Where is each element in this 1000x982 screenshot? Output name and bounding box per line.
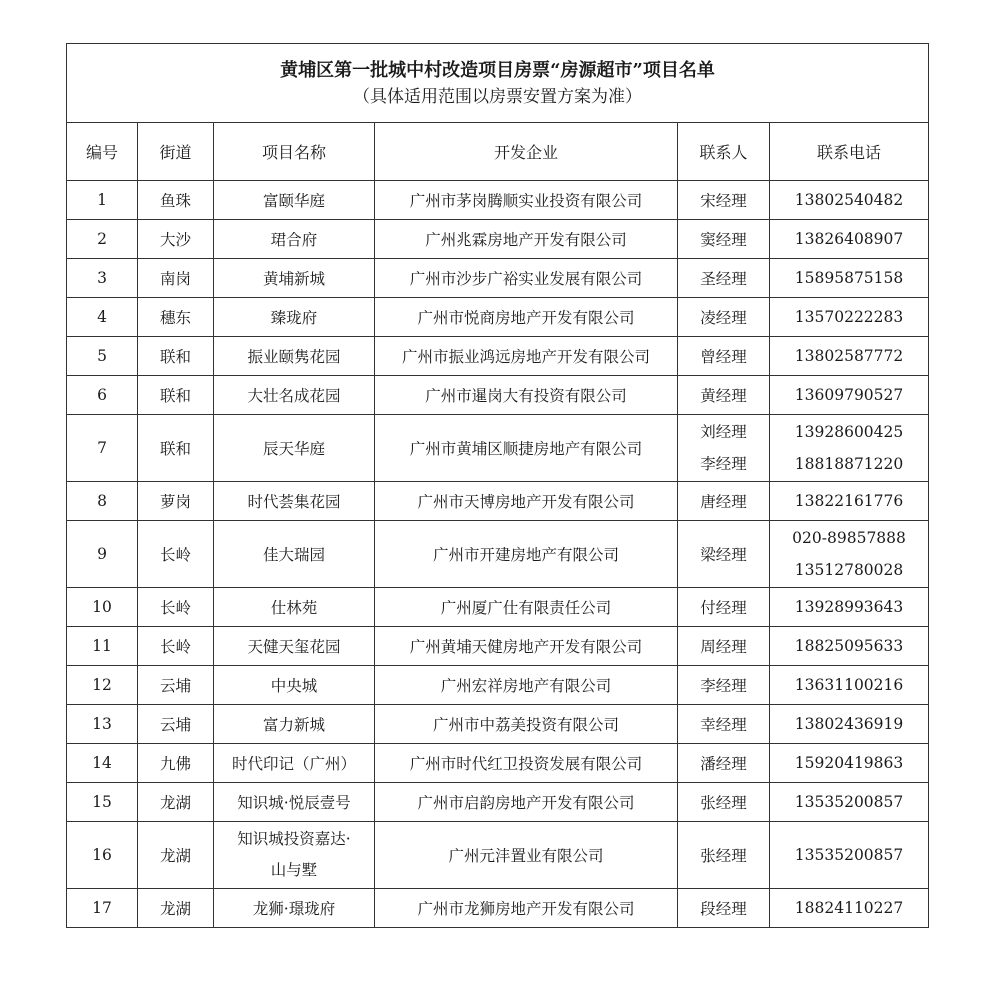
phone-number: 13928600425 <box>794 423 904 441</box>
cell-no: 11 <box>67 627 138 666</box>
cell-contact <box>678 744 770 783</box>
cell-phone <box>770 822 929 889</box>
cell-project <box>214 337 375 376</box>
cell-street: 联和 <box>138 337 214 376</box>
project-name: 佳大瑞园 <box>262 546 325 564</box>
cell-street: 九佛 <box>138 744 214 783</box>
table-row <box>67 259 929 298</box>
project-name: 时代印记（广州） <box>231 755 356 773</box>
cell-developer: 广州市天博房地产开发有限公司 <box>375 482 678 521</box>
cell-developer: 广州市悦商房地产开发有限公司 <box>375 298 678 337</box>
cell-project <box>214 822 375 889</box>
cell-phone <box>770 259 929 298</box>
table-subtitle: （具体适用范围以房票安置方案为准） <box>353 87 643 107</box>
cell-developer: 广州市启韵房地产开发有限公司 <box>375 783 678 822</box>
project-name: 臻珑府 <box>270 309 318 327</box>
contact-name: 李经理 <box>700 455 747 473</box>
cell-contact <box>678 337 770 376</box>
cell-street: 长岭 <box>138 521 214 588</box>
contact-name: 张经理 <box>700 794 747 812</box>
phone-number: 13802587772 <box>794 347 904 365</box>
cell-no: 13 <box>67 705 138 744</box>
cell-developer: 广州市开建房地产有限公司 <box>375 521 678 588</box>
header-developer: 开发企业 <box>375 123 678 181</box>
table-title: 黄埔区第一批城中村改造项目房票“房源超市”项目名单 <box>280 60 715 81</box>
project-name: 知识城·悦辰壹号 <box>237 794 351 812</box>
table-row <box>67 337 929 376</box>
cell-project <box>214 259 375 298</box>
phone-number: 15895875158 <box>794 269 904 287</box>
cell-developer: 广州兆霖房地产开发有限公司 <box>375 220 678 259</box>
contact-name: 张经理 <box>700 847 747 865</box>
cell-no: 6 <box>67 376 138 415</box>
phone-number: 13535200857 <box>794 846 904 864</box>
cell-contact <box>678 666 770 705</box>
cell-phone <box>770 521 929 588</box>
cell-contact <box>678 822 770 889</box>
cell-phone <box>770 220 929 259</box>
cell-street: 穗东 <box>138 298 214 337</box>
cell-developer: 广州市茅岗腾顺实业投资有限公司 <box>375 181 678 220</box>
contact-name: 梁经理 <box>700 546 747 564</box>
header-row <box>67 123 929 181</box>
project-name: 中央城 <box>270 677 318 695</box>
table-row <box>67 705 929 744</box>
table-row <box>67 482 929 521</box>
project-name: 仕林苑 <box>270 599 318 617</box>
cell-developer: 广州市暹岗大有投资有限公司 <box>375 376 678 415</box>
project-name: 龙狮·璟珑府 <box>252 900 336 918</box>
phone-number: 18824110227 <box>794 899 904 917</box>
contact-name: 周经理 <box>700 638 747 656</box>
cell-developer: 广州市时代红卫投资发展有限公司 <box>375 744 678 783</box>
cell-developer: 广州元沣置业有限公司 <box>375 822 678 889</box>
table-row <box>67 298 929 337</box>
cell-contact <box>678 783 770 822</box>
cell-project <box>214 889 375 928</box>
cell-phone <box>770 705 929 744</box>
cell-contact <box>678 889 770 928</box>
phone-number: 020-89857888 <box>792 529 906 547</box>
table-row <box>67 627 929 666</box>
cell-street: 鱼珠 <box>138 181 214 220</box>
cell-contact <box>678 521 770 588</box>
cell-no: 14 <box>67 744 138 783</box>
contact-name: 潘经理 <box>700 755 747 773</box>
cell-no: 2 <box>67 220 138 259</box>
project-name: 振业颐隽花园 <box>247 348 341 366</box>
project-name: 大壮名成花园 <box>247 387 341 405</box>
cell-developer: 广州市沙步广裕实业发展有限公司 <box>375 259 678 298</box>
table-row <box>67 822 929 889</box>
cell-project <box>214 588 375 627</box>
cell-developer: 广州市龙狮房地产开发有限公司 <box>375 889 678 928</box>
cell-contact <box>678 259 770 298</box>
cell-project <box>214 666 375 705</box>
cell-no: 17 <box>67 889 138 928</box>
cell-project <box>214 298 375 337</box>
table-row <box>67 521 929 588</box>
contact-name: 宋经理 <box>700 192 747 210</box>
table-row <box>67 666 929 705</box>
title-cell <box>67 44 929 123</box>
project-table <box>66 43 929 928</box>
table-row <box>67 181 929 220</box>
phone-number: 13609790527 <box>794 386 904 404</box>
cell-contact <box>678 482 770 521</box>
cell-developer: 广州市黄埔区顺捷房地产有限公司 <box>375 415 678 482</box>
cell-project <box>214 627 375 666</box>
table-row <box>67 220 929 259</box>
cell-project <box>214 521 375 588</box>
table-row <box>67 744 929 783</box>
phone-number: 13570222283 <box>794 308 904 326</box>
phone-number: 13535200857 <box>794 793 904 811</box>
cell-phone <box>770 415 929 482</box>
cell-phone <box>770 181 929 220</box>
cell-street: 龙湖 <box>138 783 214 822</box>
cell-street: 云埔 <box>138 666 214 705</box>
phone-number: 18818871220 <box>794 455 904 473</box>
cell-project <box>214 783 375 822</box>
cell-street: 龙湖 <box>138 822 214 889</box>
phone-number: 13928993643 <box>794 598 904 616</box>
phone-number: 13826408907 <box>794 230 904 248</box>
contact-name: 幸经理 <box>700 716 747 734</box>
cell-street: 萝岗 <box>138 482 214 521</box>
contact-name: 唐经理 <box>700 493 747 511</box>
project-list-sheet <box>66 43 928 928</box>
header-contact: 联系人 <box>678 123 770 181</box>
cell-no: 10 <box>67 588 138 627</box>
cell-street: 南岗 <box>138 259 214 298</box>
project-name: 时代荟集花园 <box>247 493 341 511</box>
cell-street: 长岭 <box>138 627 214 666</box>
cell-developer: 广州黄埔天健房地产开发有限公司 <box>375 627 678 666</box>
project-name: 知识城投资嘉达·山与墅 <box>237 830 351 879</box>
cell-project <box>214 220 375 259</box>
cell-project <box>214 181 375 220</box>
cell-no: 4 <box>67 298 138 337</box>
cell-phone <box>770 627 929 666</box>
table-row <box>67 376 929 415</box>
cell-project <box>214 482 375 521</box>
phone-number: 13512780028 <box>794 561 904 579</box>
cell-no: 15 <box>67 783 138 822</box>
project-name: 黄埔新城 <box>262 270 325 288</box>
phone-number: 13631100216 <box>794 676 904 694</box>
cell-project <box>214 705 375 744</box>
cell-no: 8 <box>67 482 138 521</box>
header-no: 编号 <box>67 123 138 181</box>
cell-phone <box>770 889 929 928</box>
cell-no: 7 <box>67 415 138 482</box>
cell-project <box>214 376 375 415</box>
cell-phone <box>770 783 929 822</box>
contact-name: 曾经理 <box>700 348 747 366</box>
table-row <box>67 889 929 928</box>
project-name: 辰天华庭 <box>262 440 325 458</box>
project-name: 富力新城 <box>262 716 325 734</box>
cell-contact <box>678 298 770 337</box>
contact-name: 李经理 <box>700 677 747 695</box>
cell-street: 长岭 <box>138 588 214 627</box>
cell-project <box>214 415 375 482</box>
cell-developer: 广州市中荔美投资有限公司 <box>375 705 678 744</box>
cell-contact <box>678 181 770 220</box>
cell-contact <box>678 376 770 415</box>
phone-number: 13802540482 <box>794 191 904 209</box>
cell-contact <box>678 705 770 744</box>
cell-street: 云埔 <box>138 705 214 744</box>
table-row <box>67 783 929 822</box>
cell-developer: 广州厦广仕有限责任公司 <box>375 588 678 627</box>
cell-street: 联和 <box>138 376 214 415</box>
cell-no: 1 <box>67 181 138 220</box>
cell-project <box>214 744 375 783</box>
cell-street: 龙湖 <box>138 889 214 928</box>
cell-phone <box>770 482 929 521</box>
phone-number: 13802436919 <box>794 715 904 733</box>
contact-name: 窦经理 <box>700 231 747 249</box>
contact-name: 凌经理 <box>700 309 747 327</box>
cell-phone <box>770 744 929 783</box>
cell-contact <box>678 220 770 259</box>
contact-name: 付经理 <box>700 599 747 617</box>
header-project: 项目名称 <box>214 123 375 181</box>
project-name: 珺合府 <box>270 231 318 249</box>
cell-contact <box>678 588 770 627</box>
phone-number: 13822161776 <box>794 492 904 510</box>
cell-phone <box>770 337 929 376</box>
cell-street: 大沙 <box>138 220 214 259</box>
contact-name: 黄经理 <box>700 387 747 405</box>
project-name: 富颐华庭 <box>262 192 325 210</box>
cell-contact <box>678 627 770 666</box>
cell-phone <box>770 298 929 337</box>
project-name: 天健天玺花园 <box>247 638 341 656</box>
header-street: 街道 <box>138 123 214 181</box>
cell-no: 12 <box>67 666 138 705</box>
cell-street: 联和 <box>138 415 214 482</box>
cell-developer: 广州宏祥房地产有限公司 <box>375 666 678 705</box>
cell-developer: 广州市振业鸿远房地产开发有限公司 <box>375 337 678 376</box>
phone-number: 15920419863 <box>794 754 904 772</box>
table-row <box>67 415 929 482</box>
table-body <box>67 181 929 928</box>
cell-no: 3 <box>67 259 138 298</box>
header-phone: 联系电话 <box>770 123 929 181</box>
cell-no: 5 <box>67 337 138 376</box>
cell-no: 9 <box>67 521 138 588</box>
cell-phone <box>770 376 929 415</box>
phone-number: 18825095633 <box>794 637 904 655</box>
cell-phone <box>770 666 929 705</box>
cell-no: 16 <box>67 822 138 889</box>
contact-name: 刘经理 <box>700 423 747 441</box>
cell-phone <box>770 588 929 627</box>
contact-name: 段经理 <box>700 900 747 918</box>
cell-contact <box>678 415 770 482</box>
table-row <box>67 588 929 627</box>
contact-name: 圣经理 <box>700 270 747 288</box>
